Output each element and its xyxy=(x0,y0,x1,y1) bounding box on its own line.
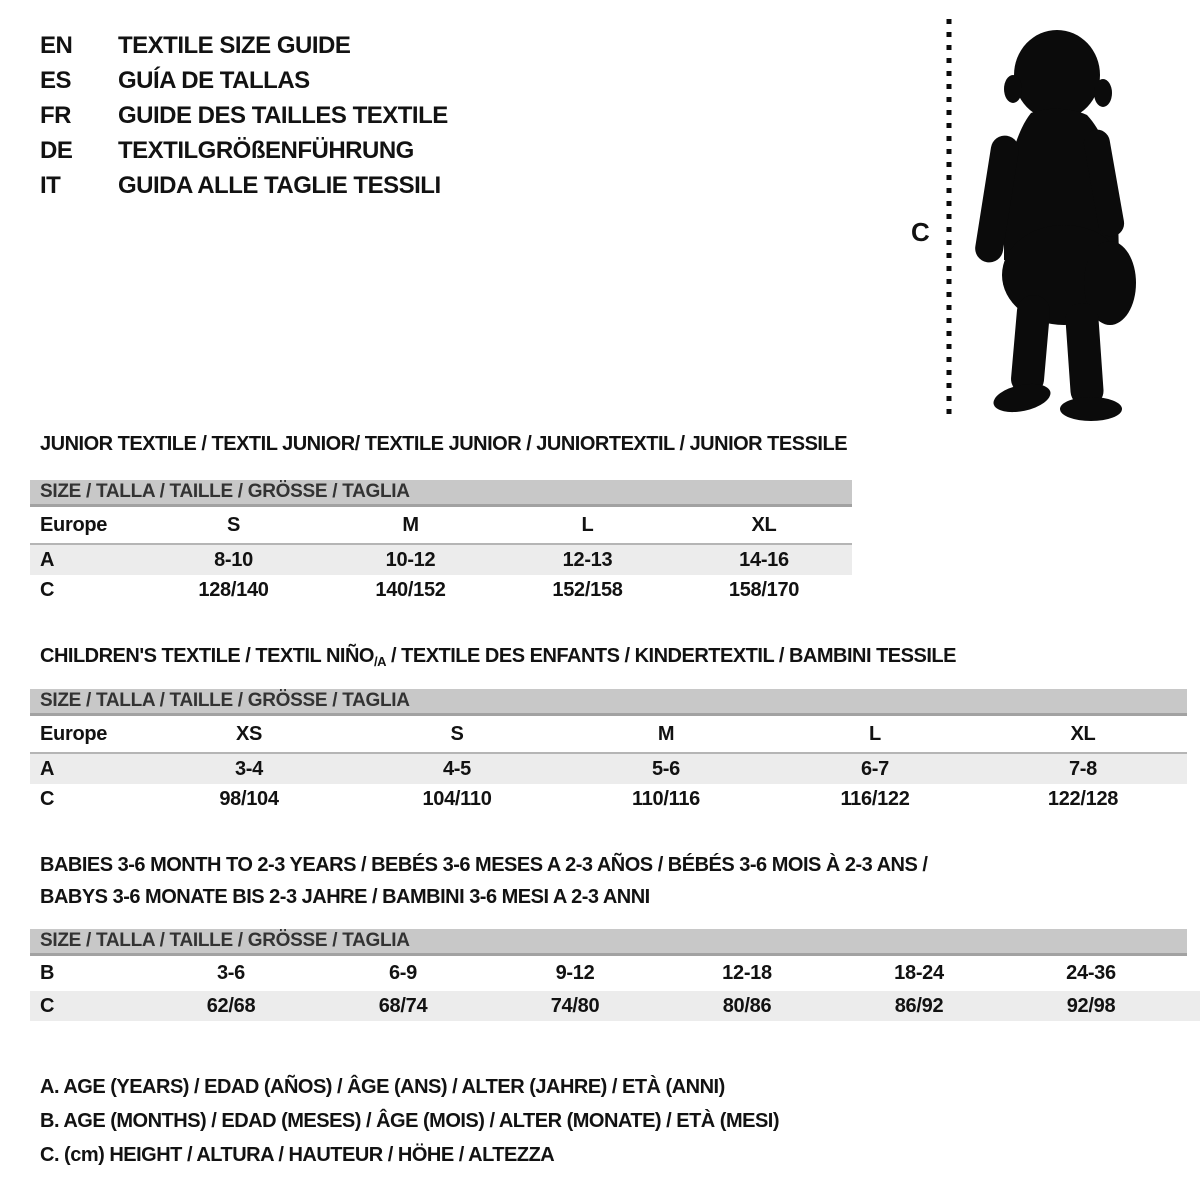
value-cell: S xyxy=(145,507,322,544)
language-row xyxy=(40,63,448,98)
size-table-header: SIZE / TALLA / TAILLE / GRÖSSE / TAGLIA xyxy=(30,480,852,507)
size-table xyxy=(30,956,1200,1021)
toddler-silhouette-icon xyxy=(967,15,1145,421)
guide-title: TEXTILGRÖßENFÜHRUNG xyxy=(118,136,414,164)
row-label-cell: B xyxy=(40,962,55,984)
row-label-cell: C xyxy=(40,579,55,601)
value-cell: XL xyxy=(676,507,852,544)
language-row xyxy=(40,28,448,63)
value-cell: 6-9 xyxy=(388,962,417,984)
value-cell: XS xyxy=(145,716,353,753)
value-cell: 68/74 xyxy=(317,991,489,1021)
value-cell: 158/170 xyxy=(728,579,800,601)
value-cell: 140/152 xyxy=(375,579,446,601)
language-code: EN xyxy=(40,31,73,59)
value-cell: 3-4 xyxy=(145,753,353,784)
section-title-line1: BABIES 3-6 MONTH TO 2-3 YEARS / BEBÉS 3-6 MESES A 2-3 AÑOS / BÉBÉS 3-6 MOIS À 2-3 ANS / xyxy=(40,854,928,876)
value-cell: 116/122 xyxy=(840,788,910,810)
section-title-text: CHILDREN'S TEXTILE / TEXTIL NIÑO xyxy=(40,645,374,667)
language-code: FR xyxy=(40,101,71,129)
size-table-header: SIZE / TALLA / TAILLE / GRÖSSE / TAGLIA xyxy=(30,689,1187,716)
junior-size-table xyxy=(30,480,852,606)
value-cell: 104/110 xyxy=(422,788,492,810)
language-title-list xyxy=(40,28,448,203)
value-cell: 122/128 xyxy=(1047,788,1119,810)
section-title-junior: JUNIOR TEXTILE / TEXTIL JUNIOR/ TEXTILE JUNIOR / JUNIORTEXTIL / JUNIOR TESSILE xyxy=(40,433,848,455)
value-cell: 98/104 xyxy=(219,788,279,810)
guide-title: GUÍA DE TALLAS xyxy=(118,66,310,94)
row-label-cell: C xyxy=(30,991,145,1021)
table-row-age xyxy=(30,753,1187,784)
table-row-height xyxy=(30,991,1200,1021)
size-table xyxy=(30,507,852,606)
guide-title: GUIDA ALLE TAGLIE TESSILI xyxy=(118,171,441,199)
value-cell: 3-6 xyxy=(216,962,245,984)
value-cell: 86/92 xyxy=(833,991,1005,1021)
legend-line-a: A. AGE (YEARS) / EDAD (AÑOS) / ÂGE (ANS) / ALTER (JAHRE) / ETÀ (ANNI) xyxy=(40,1076,725,1098)
value-cell: 10-12 xyxy=(322,544,499,575)
language-row xyxy=(40,168,448,203)
table-row-months xyxy=(30,956,1200,991)
value-cell: 8-10 xyxy=(145,544,322,575)
row-label-cell: C xyxy=(40,788,55,810)
value-cell: 110/116 xyxy=(632,788,700,810)
section-title-text: / TEXTILE DES ENFANTS / KINDERTEXTIL / BAMBINI TESSILE xyxy=(385,645,956,667)
value-cell: M xyxy=(561,716,771,753)
legend xyxy=(40,1070,779,1172)
value-cell: 62/68 xyxy=(145,991,317,1021)
value-cell: L xyxy=(771,716,979,753)
value-cell: 152/158 xyxy=(552,579,623,601)
value-cell: 5-6 xyxy=(561,753,771,784)
language-row xyxy=(40,98,448,133)
guide-title: TEXTILE SIZE GUIDE xyxy=(118,31,351,59)
table-row-age xyxy=(30,544,852,575)
children-size-table xyxy=(30,689,1187,815)
height-dimension-label: C xyxy=(911,217,930,247)
value-cell: 6-7 xyxy=(771,753,979,784)
value-cell: 18-24 xyxy=(894,962,944,984)
guide-title: GUIDE DES TAILLES TEXTILE xyxy=(118,101,448,129)
row-label-cell: Europe xyxy=(30,507,145,544)
row-label-cell: Europe xyxy=(30,716,145,753)
value-cell: 12-18 xyxy=(722,962,772,984)
value-cell: 7-8 xyxy=(979,753,1187,784)
language-code: DE xyxy=(40,136,73,164)
value-cell: 24-36 xyxy=(1066,962,1116,984)
table-row-europe xyxy=(30,716,1187,753)
spacer-cell xyxy=(1177,991,1200,1021)
value-cell: 74/80 xyxy=(489,991,661,1021)
value-cell: XL xyxy=(979,716,1187,753)
babies-size-table xyxy=(30,929,1187,1021)
value-cell: 128/140 xyxy=(198,579,269,601)
legend-line-b: B. AGE (MONTHS) / EDAD (MESES) / ÂGE (MOIS) / ALTER (MONATE) / ETÀ (MESI) xyxy=(40,1110,780,1132)
value-cell: 14-16 xyxy=(676,544,852,575)
section-title-babies xyxy=(40,849,927,913)
table-row-height xyxy=(30,784,1187,815)
table-row-height xyxy=(30,575,852,606)
value-cell: 80/86 xyxy=(661,991,833,1021)
spacer-cell xyxy=(1177,956,1200,991)
height-measure-line xyxy=(945,19,953,419)
row-label-cell: A xyxy=(30,544,145,575)
section-title-line2: BABYS 3-6 MONATE BIS 2-3 JAHRE / BAMBINI 3-6 MESI A 2-3 ANNI xyxy=(40,886,650,908)
value-cell: 4-5 xyxy=(353,753,561,784)
height-figure xyxy=(895,15,1185,429)
language-row xyxy=(40,133,448,168)
size-table-header: SIZE / TALLA / TAILLE / GRÖSSE / TAGLIA xyxy=(30,929,1187,956)
legend-line-c: C. (cm) HEIGHT / ALTURA / HAUTEUR / HÖHE / ALTEZZA xyxy=(40,1144,555,1166)
row-label-cell: A xyxy=(30,753,145,784)
section-title-children xyxy=(40,645,956,669)
value-cell: 9-12 xyxy=(555,962,595,984)
language-code: IT xyxy=(40,171,61,199)
value-cell: 92/98 xyxy=(1005,991,1177,1021)
value-cell: L xyxy=(499,507,676,544)
size-table xyxy=(30,716,1187,815)
value-cell: 12-13 xyxy=(499,544,676,575)
language-code: ES xyxy=(40,66,72,94)
table-row-europe xyxy=(30,507,852,544)
value-cell: M xyxy=(322,507,499,544)
section-title-subscript: /A xyxy=(373,654,386,669)
value-cell: S xyxy=(353,716,561,753)
